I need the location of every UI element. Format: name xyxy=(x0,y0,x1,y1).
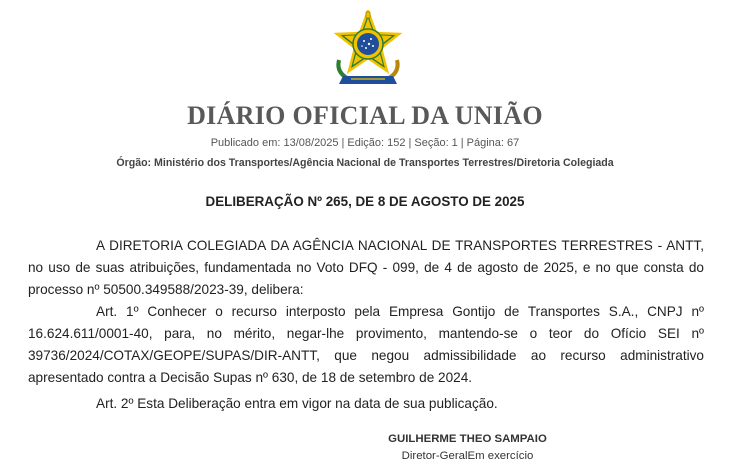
signer-role: Diretor-GeralEm exercício xyxy=(401,450,534,462)
publication-meta: Publicado em: 13/08/2025 | Edição: 152 | Seção: 1 | Página: 67 xyxy=(210,137,520,149)
organ-label: Órgão: xyxy=(116,157,152,169)
edition-number: Edição: 152 xyxy=(347,137,406,149)
brazil-coat-of-arms-icon xyxy=(331,10,405,88)
signer-name: GUILHERME THEO SAMPAIO xyxy=(388,433,547,445)
deliberation-title: DELIBERAÇÃO Nº 265, DE 8 DE AGOSTO DE 2025 xyxy=(205,194,525,209)
preamble-paragraph: A DIRETORIA COLEGIADA DA AGÊNCIA NACIONAL DE TRANSPORTES TERRESTRES - ANTT, no uso de suas atribuições, fundamentada no Voto DFQ - 099, de 4 de agosto de 2025, e no que consta do processo nº 50500.349588/2023-39, delibera: xyxy=(28,238,704,297)
article-1-paragraph: Art. 1º Conhecer o recurso interposto pela Empresa Gontijo de Transportes S.A., CNPJ nº 16.624.611/0001-40, para, no mérito, negar-lhe provimento, mantendo-se o teor do Ofício SEI nº 39736/2024/COTAX/GEOPE/SUPAS/DIR-ANTT, que negou admissibilidade ao recurso administrativo apresentado contra a Decisão Supas nº 630, de 18 de setembro de 2024. xyxy=(28,304,704,385)
organ-value: Ministério dos Transportes/Agência Nacional de Transportes Terrestres/Diretoria Colegiada xyxy=(154,157,614,169)
newspaper-title: DIÁRIO OFICIAL DA UNIÃO xyxy=(187,101,543,130)
section-number: Seção: 1 xyxy=(414,137,458,149)
organ-line xyxy=(0,156,730,170)
page-number: Página: 67 xyxy=(466,137,520,149)
published-date: Publicado em: 13/08/2025 xyxy=(210,137,339,149)
article-2-paragraph: Art. 2º Esta Deliberação entra em vigor na data de sua publicação. xyxy=(96,396,498,411)
